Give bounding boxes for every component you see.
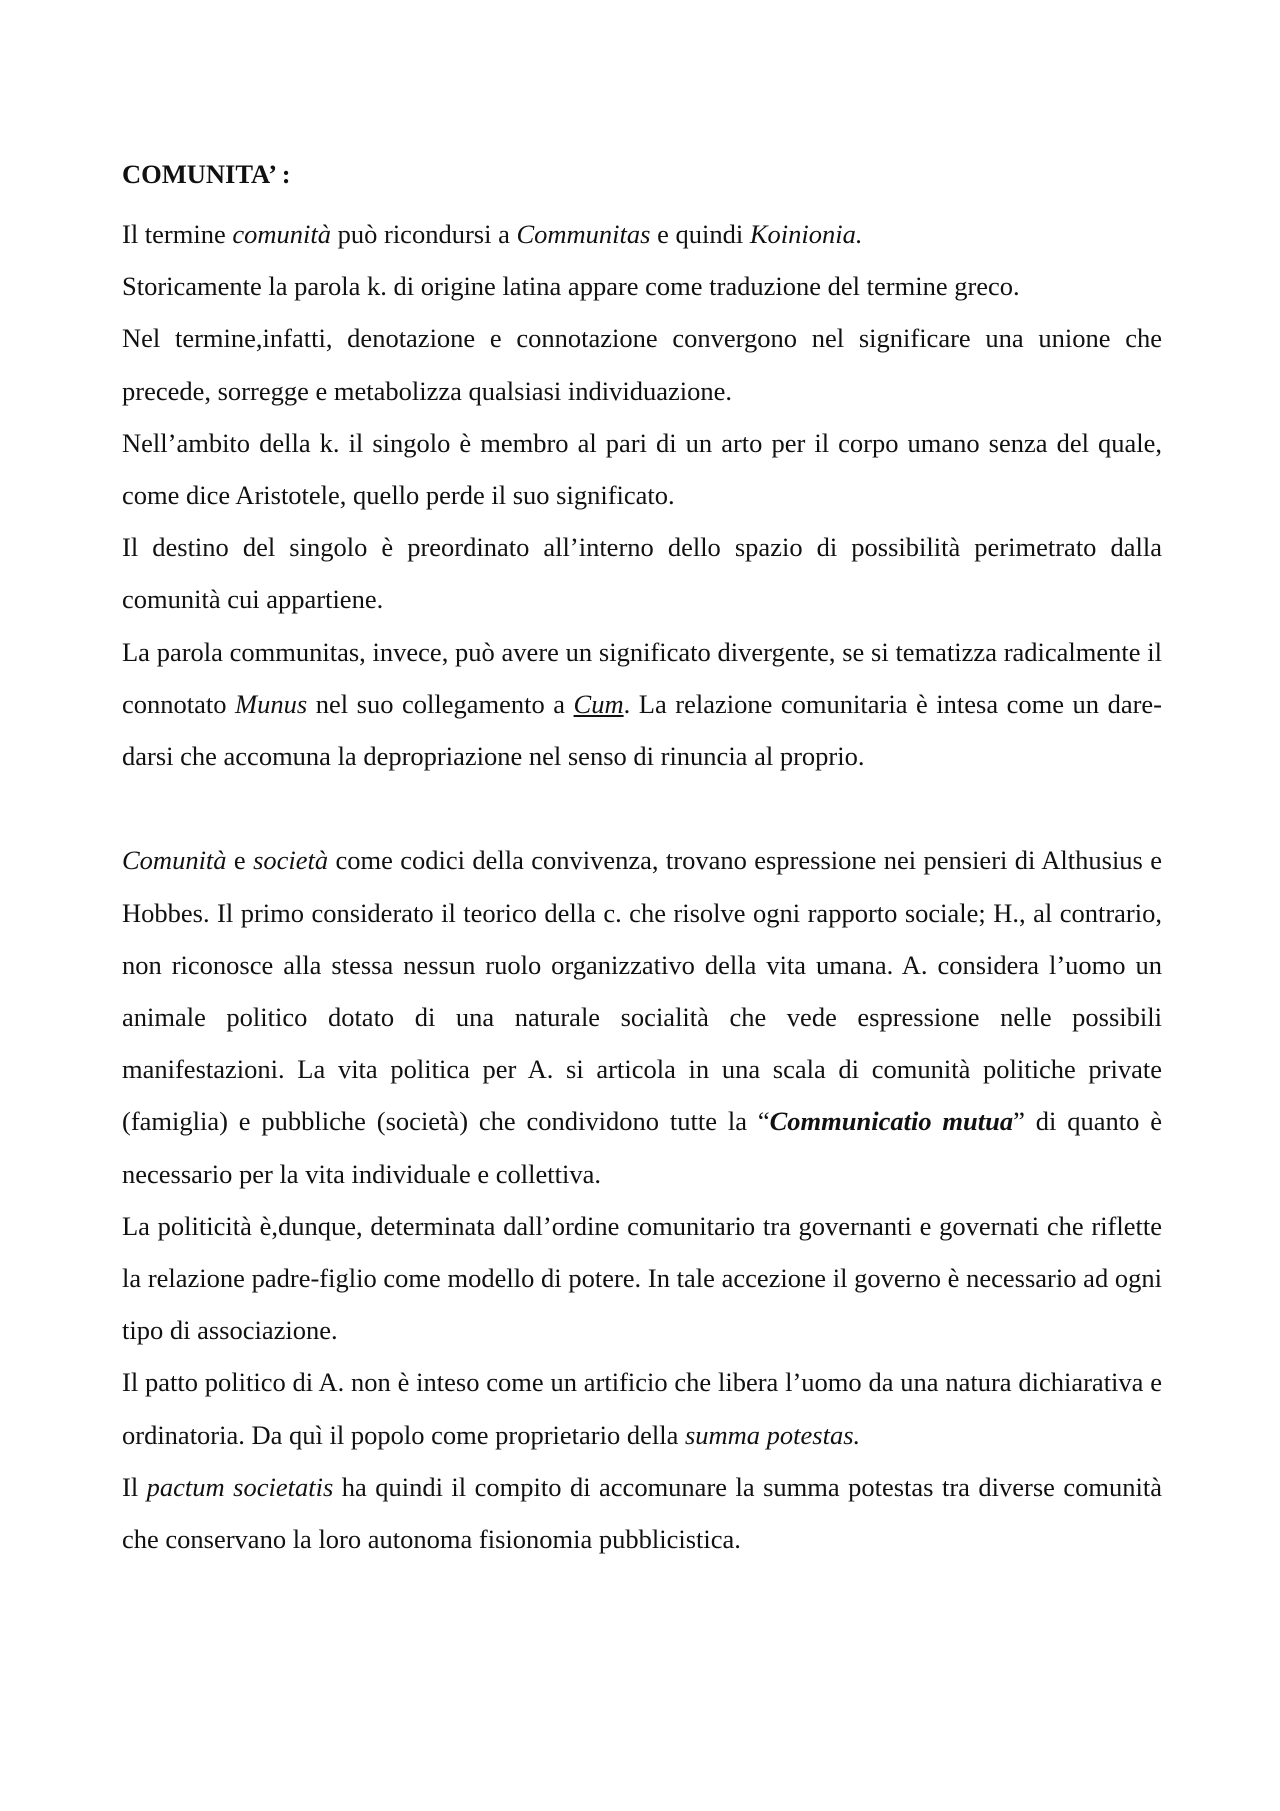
text-run: e quindi (650, 219, 750, 249)
document-title: COMUNITA’ : (122, 159, 291, 189)
italic-term: Munus (235, 688, 308, 719)
text-run: può ricondursi a (331, 219, 517, 249)
paragraph-3: Nel termine,infatti, denotazione e connotazione convergono nel significare una unione che precede, sorregge e metabolizza qualsiasi individuazione. (122, 323, 1162, 406)
underlined-italic-term: Cum (573, 688, 624, 719)
paragraph-1 (122, 208, 1162, 260)
paragraph-2: Storicamente la parola k. di origine latina appare come traduzione del termine greco. (122, 271, 1020, 302)
text-run: Il patto politico di A. non è inteso come un artificio che libera l’uomo da una natura dichiarativa e ordinatoria. Da quì il popolo come proprietario della (122, 1367, 1162, 1450)
bold-italic-term: Communicatio mutua (769, 1106, 1014, 1137)
italic-term: pactum societatis (146, 1471, 334, 1502)
blank-line (122, 782, 1162, 834)
paragraph-9 (122, 1356, 1162, 1460)
italic-term: Communitas (516, 219, 651, 249)
text-run: ha quindi il compito di accomunare la summa potestas tra diverse comunità che conservano la loro autonoma fisionomia pubblicistica. (122, 1471, 1162, 1555)
paragraph-7 (122, 834, 1162, 1199)
text-run: La parola communitas, invece, può avere un significato divergente, se si tematizza radicalmente il connotato (122, 636, 1162, 719)
italic-term: Koinionia. (749, 219, 863, 249)
text-run: Il (122, 1471, 147, 1502)
document-page (122, 148, 1162, 1565)
paragraph-10 (122, 1461, 1162, 1565)
paragraph-5: Il destino del singolo è preordinato all’interno dello spazio di possibilità perimetrato dalla comunità cui appartiene. (122, 532, 1162, 615)
italic-term: Comunità (122, 845, 227, 876)
text-run: ” di quanto è necessario per la vita individuale e collettiva. (122, 1106, 1162, 1189)
text-run: e (226, 845, 254, 876)
italic-term: summa potestas. (684, 1419, 861, 1450)
paragraph-4: Nell’ambito della k. il singolo è membro al pari di un arto per il corpo umano senza del quale, come dice Aristotele, quello perde il suo significato. (122, 427, 1162, 511)
italic-term: società (253, 845, 329, 876)
paragraph-6 (122, 626, 1162, 783)
text-run: . La relazione comunitaria è intesa come un dare-darsi che accomuna la depropriazione nel senso di rinuncia al proprio. (122, 688, 1163, 772)
italic-term: comunità (232, 219, 331, 249)
text-run: Il termine (122, 219, 233, 249)
paragraph-8: La politicità è,dunque, determinata dall’ordine comunitario tra governanti e governati che riflette la relazione padre-figlio come modello di potere. In tale accezione il governo è necessario ad ogni tipo di associazione. (122, 1210, 1162, 1346)
text-run: nel suo collegamento a (307, 688, 574, 719)
text-run: come codici della convivenza, trovano espressione nei pensieri di Althusius e Hobbes. Il primo considerato il teorico della c. che risolve ogni rapporto sociale; H., al contrario, non riconosce alla stessa nessun ruolo organizzativo della vita umana. A. considera l’uomo un animale politico dotato di una naturale socialità che vede espressione nelle possibili manifestazioni. La vita politica per A. si articola in una scala di comunità politiche private (famiglia) e pubbliche (società) che condividono tutte la “ (122, 845, 1163, 1137)
